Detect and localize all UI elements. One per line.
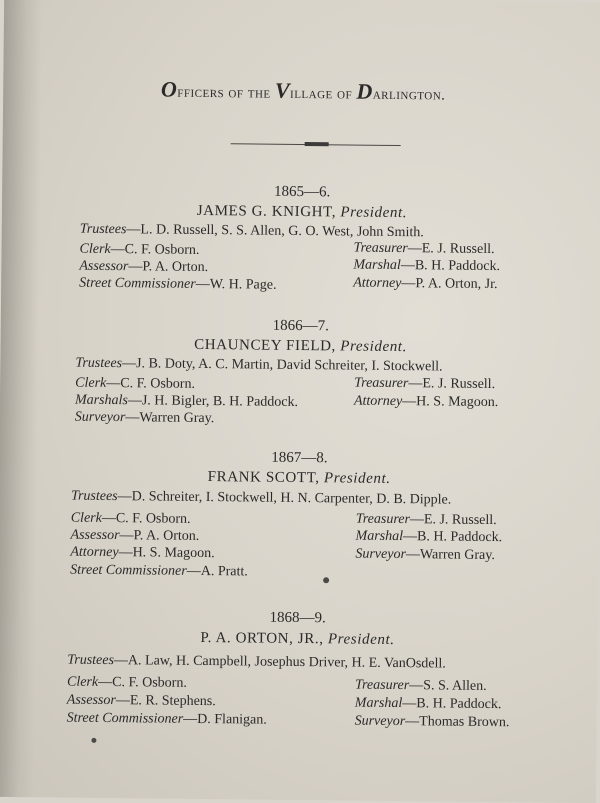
title-part-3: Darlington. [356, 78, 446, 104]
page-title [3, 75, 600, 107]
page-gutter-shadow [0, 0, 42, 797]
president-name: FRANK SCOTT [207, 469, 316, 487]
office-line: Attorney—H. S. Magoon. [353, 393, 499, 411]
office-line: Surveyor—Warren Gray. [355, 546, 495, 564]
term-year: 1866—7. [272, 317, 329, 335]
office-line: Marshal—B. H. Paddock. [353, 257, 501, 275]
office-line: Street Commissioner—A. Pratt. [70, 562, 248, 580]
office-line: Attorney—P. A. Orton, Jr. [353, 275, 498, 293]
ink-spot [91, 738, 96, 743]
president-title: President. [323, 470, 391, 487]
term-year: 1868—9. [269, 609, 326, 627]
president-name: CHAUNCEY FIELD [194, 336, 332, 355]
office-line: Treasurer—E. J. Russell. [353, 240, 495, 258]
office-line: Treasurer—S. S. Allen. [354, 677, 487, 694]
office-line: Clerk—C. F. Osborn. [75, 375, 196, 392]
office-line: Marshals—J. H. Bigler, B. H. Paddock. [74, 392, 299, 410]
office-line: Clerk—C. F. Osborn. [66, 674, 187, 691]
trustees-line: Trustees—A. Law, H. Campbell, Josephus Driver, H. E. VanOsdell. [67, 652, 446, 672]
office-line: Assessor—E. R. Stephens. [66, 692, 216, 710]
title-part-1: Officers of the [160, 76, 275, 102]
term-year: 1867—8. [271, 449, 328, 467]
president-line: CHAUNCEY FIELD, President. [194, 336, 408, 356]
president-title: President. [340, 338, 408, 356]
office-line: Treasurer—E. J. Russell. [355, 511, 497, 529]
office-line: Attorney—H. S. Magoon. [70, 544, 215, 562]
office-line: Marshal—B. H. Paddock. [355, 528, 503, 546]
president-line: FRANK SCOTT, President. [207, 469, 391, 487]
title-part-2: Village of [274, 77, 357, 103]
office-line: Street Commissioner—W. H. Page. [79, 275, 277, 293]
office-line: Assessor—P. A. Orton. [79, 258, 209, 276]
president-name: JAMES G. KNIGHT [196, 202, 332, 221]
office-line: Marshal—B. H. Paddock. [354, 695, 502, 713]
president-line: P. A. ORTON, JR., President. [200, 629, 395, 649]
trustees-line: Trustees—J. B. Doty, A. C. Martin, David Schreiter, I. Stockwell. [75, 355, 443, 375]
term-year: 1865—6. [273, 183, 331, 201]
office-line: Street Commissioner—D. Flanigan. [66, 710, 267, 728]
president-title: President. [327, 631, 395, 649]
office-line: Treasurer—E. J. Russell. [354, 375, 496, 393]
president-title: President. [340, 204, 408, 222]
office-line: Clerk—C. F. Osborn. [79, 241, 200, 258]
trustees-line: Trustees—L. D. Russell, S. S. Allen, G. O. West, John Smith. [79, 221, 424, 241]
ink-spot [323, 577, 329, 583]
trustees-line: Trustees—D. Schreiter, I. Stockwell, H. N. Carpenter, D. B. Dipple. [70, 488, 452, 508]
president-name: P. A. ORTON, JR. [200, 629, 320, 648]
office-line: Assessor—P. A. Orton. [70, 527, 200, 544]
office-line: Surveyor—Thomas Brown. [354, 713, 510, 731]
office-line: Clerk—C. F. Osborn. [70, 510, 191, 527]
office-line: Surveyor—Warren Gray. [74, 409, 215, 427]
president-line: JAMES G. KNIGHT, President. [196, 202, 408, 222]
divider-ornament [305, 142, 329, 146]
